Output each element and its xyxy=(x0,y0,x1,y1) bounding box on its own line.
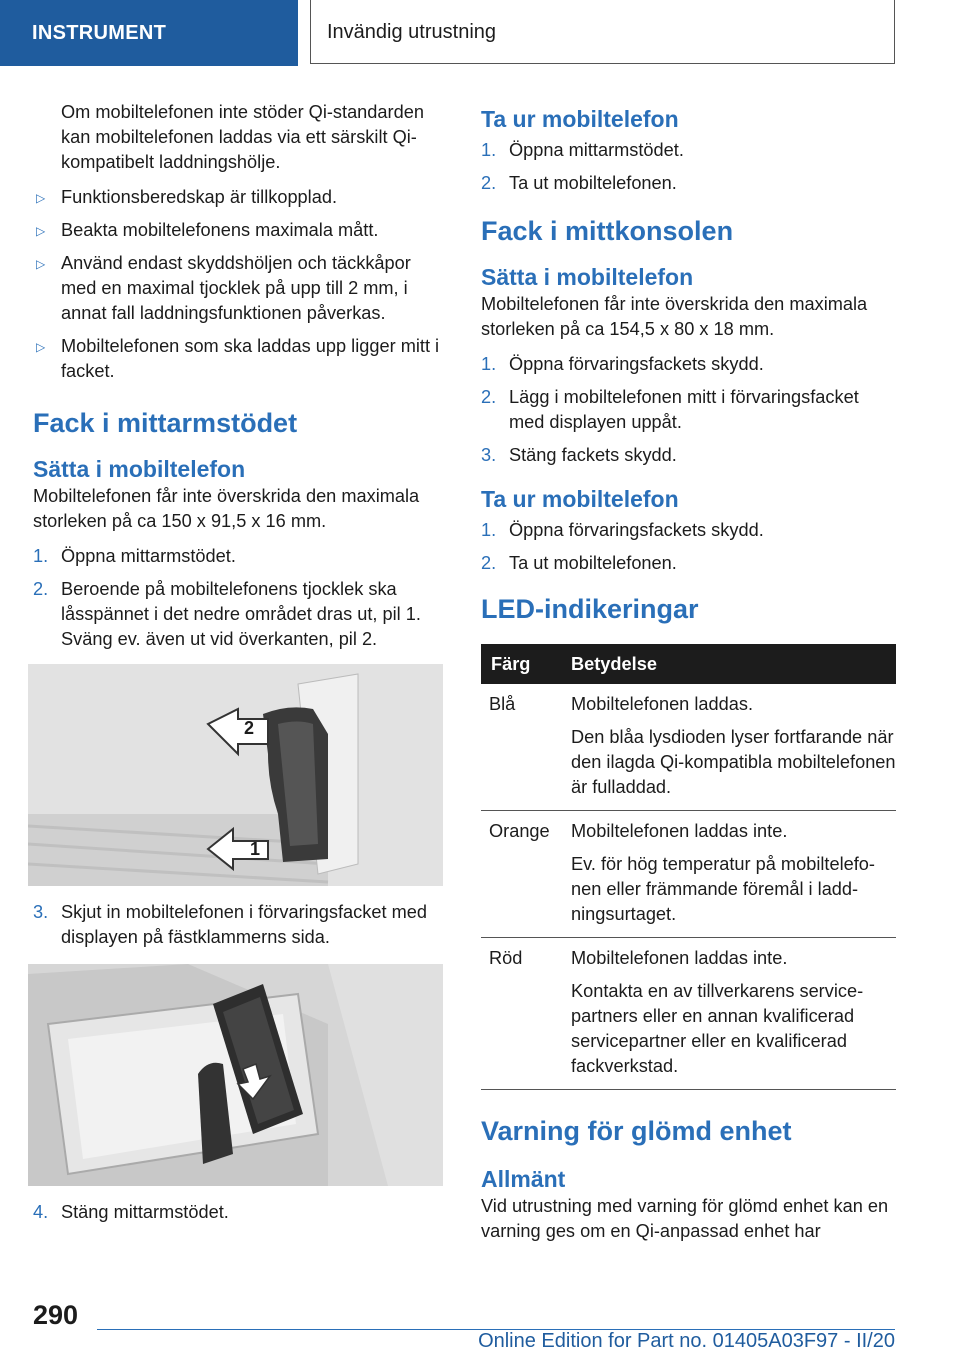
page-header xyxy=(0,0,960,66)
step-item: 2. Ta ut mobiltelefonen. xyxy=(481,173,677,193)
subsection-heading: Sätta i mobiltelefon xyxy=(481,264,694,290)
led-table xyxy=(481,644,896,1090)
table-cell: Blå xyxy=(489,694,516,714)
arrow-label: 2 xyxy=(244,718,255,738)
step-item: 2. Beroende på mobiltelefonens tjocklek ska låsspännet i det nedre området dras ut, pil 1. Sväng ev. även ut vid överkanten, pil 2. xyxy=(33,579,421,649)
triangle-bullet-icon: ▷ xyxy=(36,257,46,271)
step-item: 3. Skjut in mobiltelefonen i förvaringsfacket med displayen på fästklammerns sida. xyxy=(33,902,427,947)
left-column xyxy=(33,100,448,1233)
table-cell: Orange xyxy=(489,821,550,841)
triangle-bullet-icon: ▷ xyxy=(36,340,46,354)
section-heading: Fack i mittarmstödet xyxy=(33,408,298,438)
page-number: 290 xyxy=(33,1300,79,1330)
illustration-armrest-compartment xyxy=(28,964,443,1186)
list-item: ▷ Använd endast skyddshöljen och täckkåpor med en maximal tjocklek på upp till 2 mm, i annat fall laddningsfunktionen påverkas. xyxy=(36,253,411,323)
subsection-heading: Ta ur mobiltelefon xyxy=(481,486,679,512)
step-item: 1. Öppna mittarmstödet. xyxy=(33,546,236,566)
table-row xyxy=(481,938,896,1090)
step-item: 1. Öppna förvaringsfackets skydd. xyxy=(481,520,764,540)
intro-paragraph: Om mobiltelefonen inte stöder Qi-standarden kan mobiltelefonen laddas via ett särskilt Qi-kompatibelt laddningshölje. xyxy=(61,102,424,172)
illustration-armrest-clip xyxy=(28,664,443,886)
step-item: 2. Ta ut mobiltelefonen. xyxy=(481,553,677,573)
subsection-heading: Allmänt xyxy=(481,1166,566,1192)
step-item: 1. Öppna mittarmstödet. xyxy=(481,140,684,160)
list-item: ▷ Funktionsberedskap är tillkopplad. xyxy=(33,185,448,210)
chapter-title: Invändig utrustning xyxy=(310,0,895,64)
subsection-heading: Ta ur mobiltelefon xyxy=(481,106,679,132)
section-heading: Varning för glömd enhet xyxy=(481,1116,792,1146)
table-cell: Mobiltelefonen laddas inte. Ev. för hög temperatur på mobiltelefonen eller främmande föremål i laddningsurtaget. xyxy=(571,821,875,924)
right-column xyxy=(481,104,896,1244)
list-item: ▷ Mobiltelefonen som ska laddas upp ligger mitt i facket. xyxy=(36,336,440,381)
section-heading: LED-indikeringar xyxy=(481,594,699,624)
list-item: ▷ Beakta mobiltelefonens maximala mått. xyxy=(33,218,448,243)
edition-text: Online Edition for Part no. 01405A03F97 - II/20 xyxy=(478,1330,895,1352)
table-header: Färg xyxy=(481,644,561,684)
subsection-heading: Sätta i mobiltelefon xyxy=(33,456,246,482)
section-tab[interactable]: INSTRUMENT xyxy=(0,0,298,66)
paragraph: Mobiltelefonen får inte överskrida den maximala storleken på ca 154,5 x 80 x 18 mm. xyxy=(481,294,868,339)
step-item: 2. Lägg i mobiltelefonen mitt i förvaringsfacket med displayen uppåt. xyxy=(481,387,859,432)
table-header: Betydelse xyxy=(561,644,896,684)
triangle-bullet-icon: ▷ xyxy=(36,191,46,205)
paragraph: Mobiltelefonen får inte överskrida den maximala storleken på ca 150 x 91,5 x 16 mm. xyxy=(33,486,420,531)
step-item: 1. Öppna förvaringsfackets skydd. xyxy=(481,354,764,374)
section-heading: Fack i mittkonsolen xyxy=(481,216,734,246)
triangle-bullet-icon: ▷ xyxy=(36,224,46,238)
step-item: 4. Stäng mittarmstödet. xyxy=(33,1202,229,1222)
table-cell: Röd xyxy=(489,948,523,968)
arrow-label: 1 xyxy=(250,839,261,859)
table-row xyxy=(481,811,896,938)
table-cell: Mobiltelefonen laddas inte. Kontakta en av tillverkarens servicepartners eller en annan kvalificerad servicepartner eller en kvalificerad fackverkstad. xyxy=(571,948,864,1076)
step-item: 3. Stäng fackets skydd. xyxy=(481,445,677,465)
table-header-row xyxy=(481,644,896,684)
table-row xyxy=(481,684,896,811)
table-cell: Mobiltelefonen laddas. Den blåa lysdioden lyser fortfarande när den ilagda Qi-kompatibla mobiltelefonen är fulladdad. xyxy=(571,694,896,797)
paragraph: Vid utrustning med varning för glömd enhet kan en varning ges om en Qi-anpassad enhet har xyxy=(481,1196,889,1241)
